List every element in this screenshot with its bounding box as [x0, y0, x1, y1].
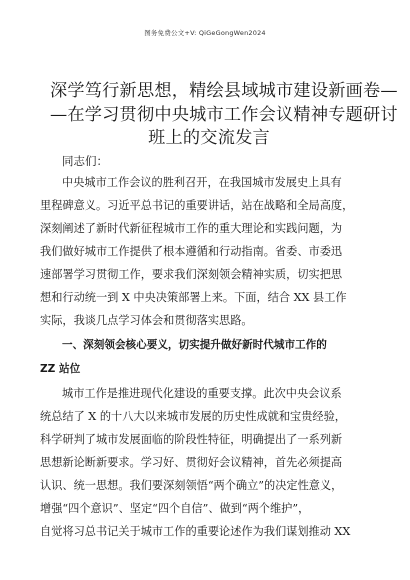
title-line: 班上的交流发言 [148, 128, 270, 148]
paragraph-line: 思想新论断新要求。学习好、贯彻好会议精神，首先必须提高 [40, 456, 343, 469]
paragraph-line: 认识、统一思想。我们要深刻领悟“两个确立”的决定性意义， [40, 479, 343, 492]
section-heading-line: ZZ 站位 [40, 363, 81, 375]
title-line: —在学习贯彻中央城市工作会议精神专题研讨 [50, 104, 398, 125]
paragraph-line: 深刻阐述了新时代新征程城市工作的重大理论和实践问题，为 [40, 222, 343, 235]
document-title [50, 80, 398, 151]
greeting: 同志们： [62, 154, 108, 168]
paragraph-line: 实际，我谈几点学习体会和贯彻落实思路。 [40, 314, 253, 327]
paragraph-line: 速部署学习贯彻工作，要求我们深刻领会精神实质，切实把思 [40, 268, 343, 281]
paragraph-line: 想和行动统一到 X 中央决策部署上来。下面，结合 XX 县工作 [40, 291, 347, 304]
paragraph-line: 城市工作是推进现代化建设的重要支撑。此次中央会议系 [62, 387, 342, 400]
paragraph-line: 增强“四个意识”、坚定“四个自信”、做到“两个维护”， [40, 502, 310, 515]
paragraph-line: 中央城市工作会议的胜利召开，在我国城市发展史上具有 [62, 176, 342, 189]
section-heading-line: 一、深刻领会核心要义，切实提升做好新时代城市工作的 [62, 339, 327, 351]
paragraph-line: 里程碑意义。习近平总书记的重要讲话，站在战略和全局高度， [40, 199, 354, 212]
paragraph-line: 科学研判了城市发展面临的阶段性特征，明确提出了一系列新 [40, 433, 343, 446]
header-watermark-note: 图务免费公文+V: QiGeGongWen2024 [144, 29, 266, 37]
title-line: 深学笃行新思想，精绘县域城市建设新画卷— [50, 81, 398, 101]
paragraph-line: 自觉将习总书记关于城市工作的重要论述作为我们谋划推动 XX [40, 525, 351, 538]
paragraph-line: 我们做好城市工作提供了根本遵循和行动指南。省委、市委迅 [40, 245, 343, 258]
paragraph-line: 统总结了 X 的十八大以来城市发展的历史性成就和宝贵经验， [40, 410, 346, 423]
